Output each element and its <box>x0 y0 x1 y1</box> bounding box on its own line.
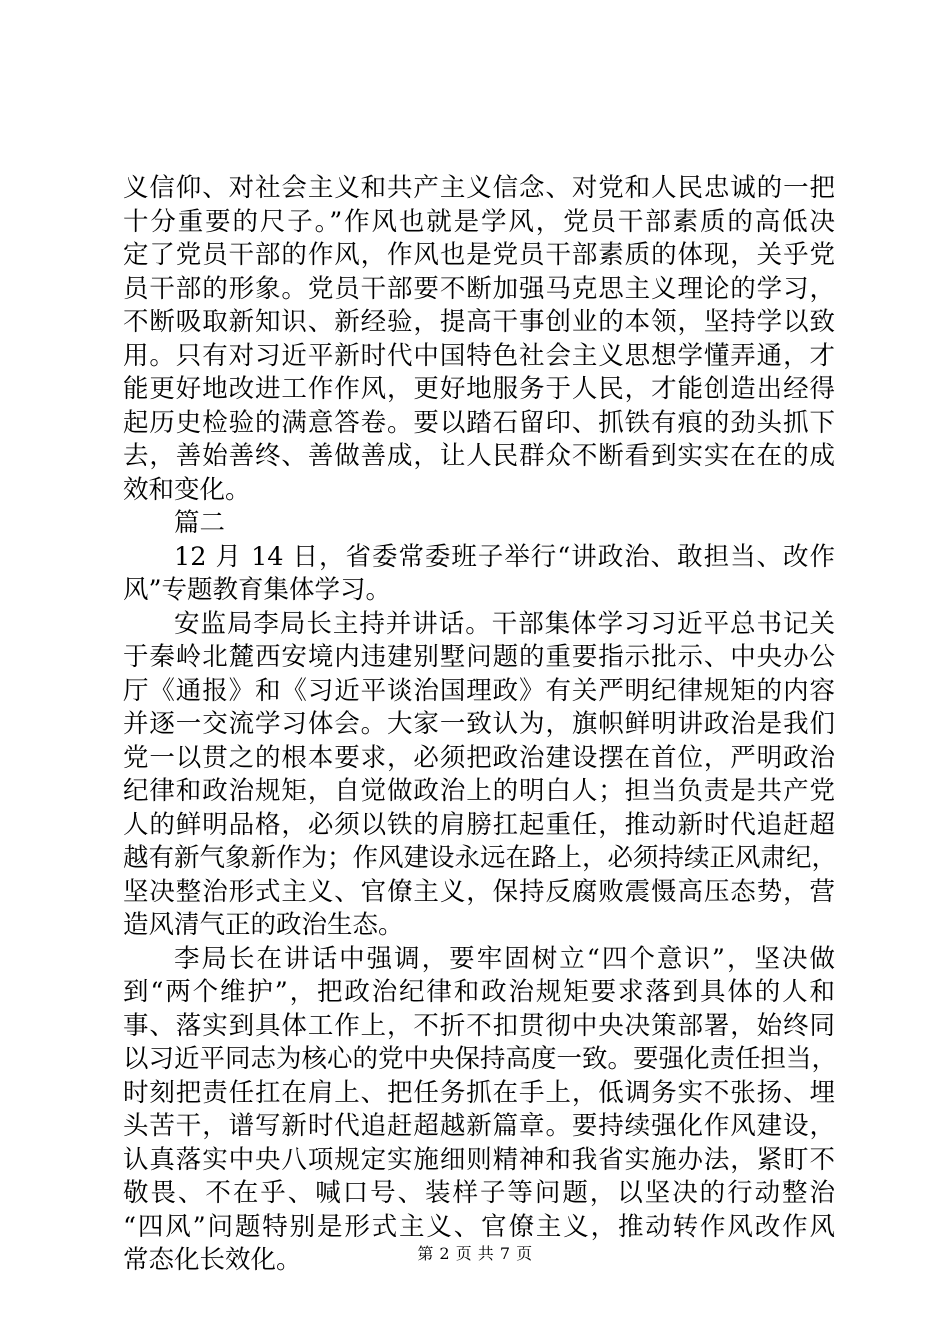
text-line: 风”专题教育集体学习。 <box>123 575 392 605</box>
text-line: 纪律和政治规矩，自觉做政治上的明白人；担当负责是共产党 <box>123 776 835 806</box>
text-line: 定了党员干部的作风，作风也是党员干部素质的体现，关乎党 <box>123 240 835 270</box>
document-body <box>123 172 838 1278</box>
text-line: 于秦岭北麓西安境内违建别墅问题的重要指示批示、中央办公 <box>123 642 835 672</box>
text-line: 事、落实到具体工作上，不折不扣贯彻中央决策部署，始终同 <box>123 1010 835 1041</box>
page-footer <box>0 1243 950 1265</box>
text-line: 人的鲜明品格，必须以铁的肩膀扛起重任，推动新时代追赶超 <box>123 809 835 840</box>
text-line: 起历史检验的满意答卷。要以踏石留印、抓铁有痕的劲头抓下 <box>123 407 835 438</box>
text-line: 越有新气象新作为；作风建设永远在路上，必须持续正风肃纪， <box>123 843 838 873</box>
text-line: 去，善始善终、善做善成，让人民群众不断看到实实在在的成 <box>123 441 835 471</box>
text-line: 不断吸取新知识、新经验，提高干事创业的本领，坚持学以致 <box>123 307 835 337</box>
text-line: 效和变化。 <box>123 474 251 505</box>
text-line: 能更好地改进工作作风，更好地服务于人民，才能创造出经得 <box>123 374 835 404</box>
text-line: 常态化长效化。 <box>123 1245 302 1275</box>
text-line: 12 月 14 日，省委常委班子举行“讲政治、敢担当、改作 <box>174 541 835 572</box>
text-line: 造风清气正的政治生态。 <box>123 910 404 940</box>
text-line: 头苦干，谱写新时代追赶超越新篇章。要持续强化作风建设， <box>123 1111 835 1141</box>
text-line: 并逐一交流学习体会。大家一致认为，旗帜鲜明讲政治是我们 <box>123 709 835 739</box>
text-line: 敬畏、不在乎、喊口号、装样子等问题，以坚决的行动整治 <box>123 1178 835 1208</box>
text-line: 李局长在讲话中强调，要牢固树立“四个意识”，坚决做 <box>174 943 835 974</box>
text-line: 认真落实中央八项规定实施细则精神和我省实施办法，紧盯不 <box>123 1144 835 1175</box>
text-line: 安监局李局长主持并讲话。干部集体学习习近平总书记关 <box>174 608 835 639</box>
text-line: 义信仰、对社会主义和共产主义信念、对党和人民忠诚的一把 <box>123 173 835 203</box>
text-line: 到“两个维护”，把政治纪律和政治规矩要求落到具体的人和 <box>123 977 835 1007</box>
text-line: 党一以贯之的根本要求，必须把政治建设摆在首位，严明政治 <box>123 742 835 773</box>
page-number-label: 第 2 页 共 7 页 <box>417 1244 533 1263</box>
text-line: 以习近平同志为核心的党中央保持高度一致。要强化责任担当， <box>123 1044 838 1074</box>
text-line: 厅《通报》和《习近平谈治国理政》有关严明纪律规矩的内容 <box>123 675 835 706</box>
text-line: “四风”问题特别是形式主义、官僚主义，推动转作风改作风 <box>123 1211 835 1242</box>
text-line: 坚决整治形式主义、官僚主义，保持反腐败震慑高压态势，营 <box>123 876 835 907</box>
text-line: 时刻把责任扛在肩上、把任务抓在手上，低调务实不张扬、埋 <box>123 1077 835 1108</box>
text-line: 用。只有对习近平新时代中国特色社会主义思想学懂弄通，才 <box>123 340 835 371</box>
text-line: 篇二 <box>174 508 226 538</box>
text-line: 十分重要的尺子。”作风也就是学风，党员干部素质的高低决 <box>123 206 835 237</box>
text-line: 员干部的形象。党员干部要不断加强马克思主义理论的学习， <box>123 273 835 304</box>
